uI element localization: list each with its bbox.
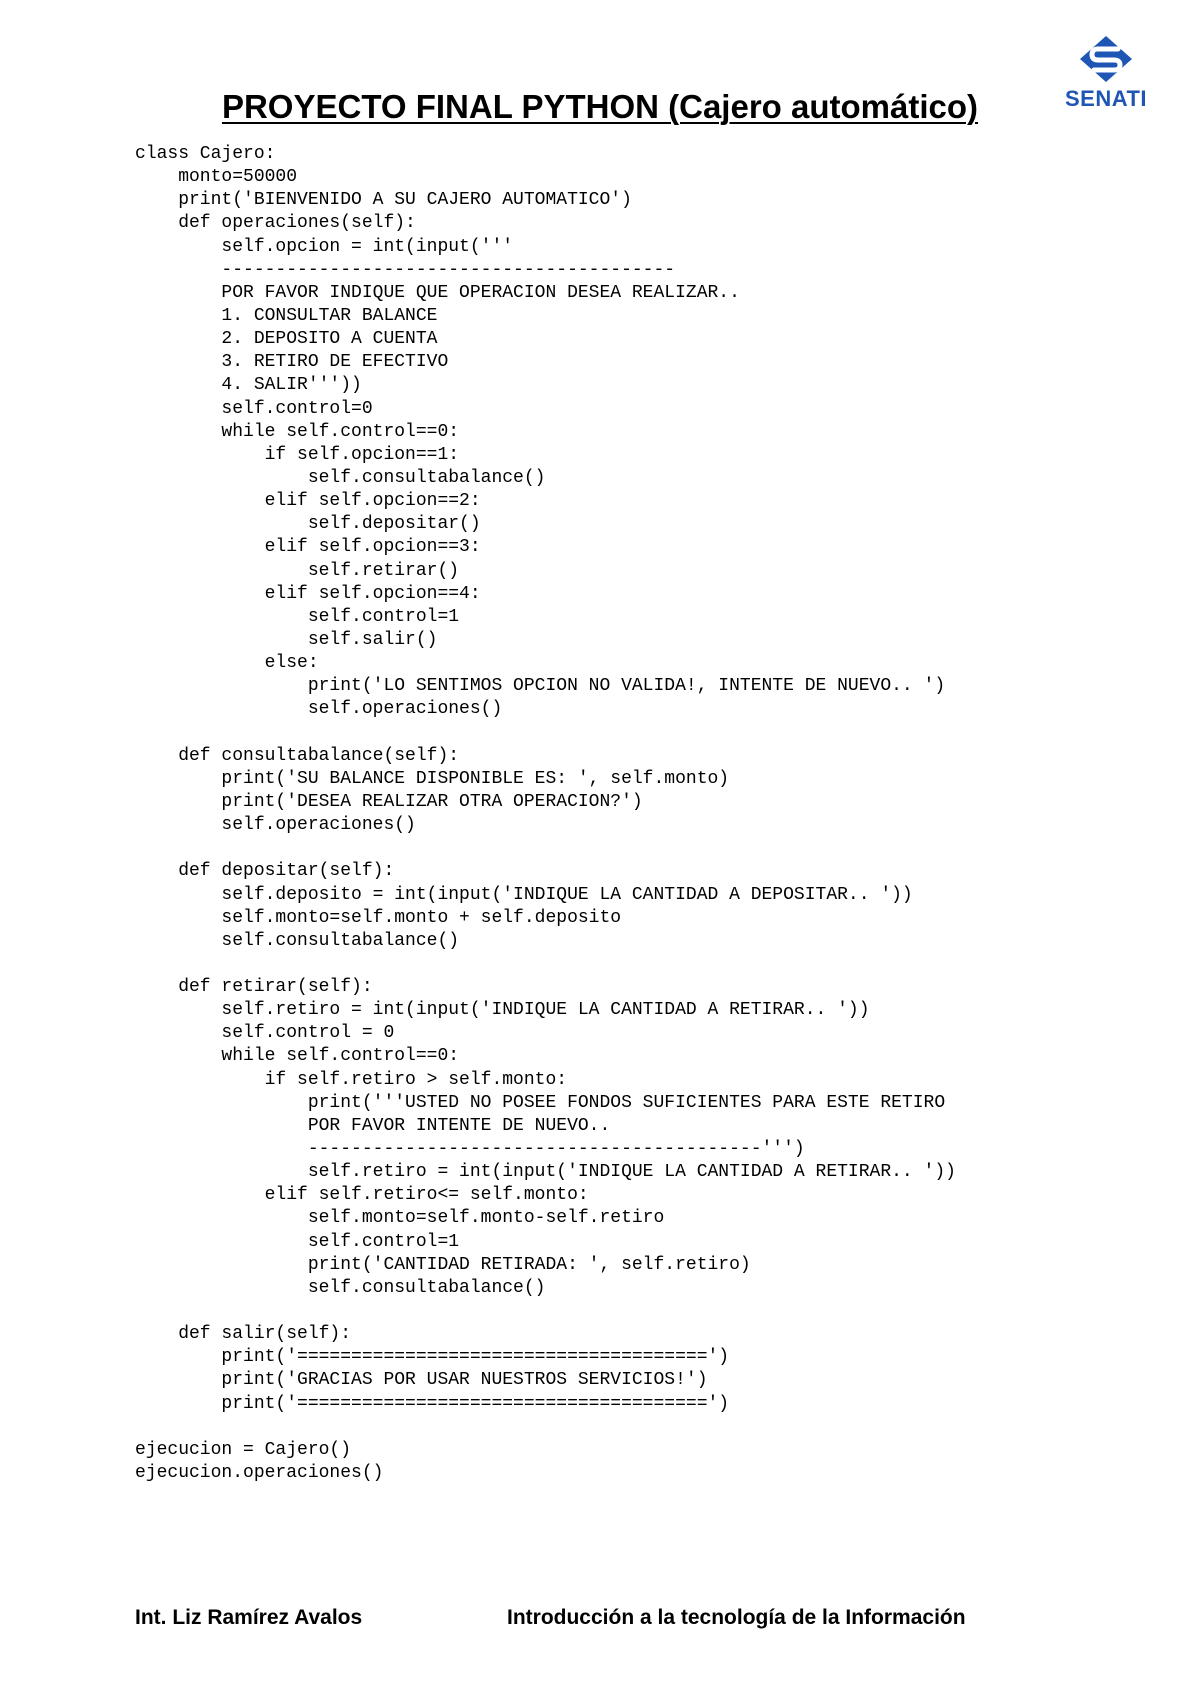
code-line: elif self.opcion==3: (135, 537, 481, 558)
code-line: POR FAVOR INTENTE DE NUEVO.. (135, 1115, 611, 1136)
code-line: def retirar(self): (135, 977, 373, 998)
code-line: print('CANTIDAD RETIRADA: ', self.retiro) (135, 1254, 751, 1275)
code-line: self.operaciones() (135, 699, 503, 720)
code-line: ejecucion.operaciones() (135, 1463, 384, 1484)
code-line (135, 1416, 956, 1439)
code-line: print('''USTED NO POSEE FONDOS SUFICIENTES PARA ESTE RETIRO (135, 1092, 946, 1113)
code-line: 1. CONSULTAR BALANCE (135, 305, 438, 326)
code-line: ------------------------------------------''') (135, 1139, 805, 1160)
code-line: self.operaciones() (135, 815, 416, 836)
senati-logo-icon (1074, 34, 1138, 84)
code-line: self.retiro = int(input('INDIQUE LA CANTIDAD A RETIRAR.. ')) (135, 1162, 956, 1183)
code-line: while self.control==0: (135, 1046, 460, 1067)
code-line: self.monto=self.monto + self.deposito (135, 907, 622, 928)
code-line: if self.retiro > self.monto: (135, 1069, 568, 1090)
code-line: while self.control==0: (135, 421, 460, 442)
code-line: self.consultabalance() (135, 467, 546, 488)
code-line: else: (135, 653, 319, 674)
code-line: elif self.retiro<= self.monto: (135, 1185, 589, 1206)
code-line: 4. SALIR''')) (135, 375, 362, 396)
code-line: print('BIENVENIDO A SU CAJERO AUTOMATICO') (135, 190, 632, 211)
code-line: self.control=0 (135, 398, 373, 419)
code-line: print('GRACIAS POR USAR NUESTROS SERVICIOS!') (135, 1370, 708, 1391)
code-line: class Cajero: (135, 144, 276, 164)
code-line: 3. RETIRO DE EFECTIVO (135, 352, 449, 373)
footer-course: Introducción a la tecnología de la Información (507, 1606, 966, 1629)
code-line: def operaciones(self): (135, 213, 416, 234)
code-line: POR FAVOR INDIQUE QUE OPERACION DESEA REALIZAR.. (135, 282, 740, 303)
code-line (135, 722, 956, 745)
code-line: self.monto=self.monto-self.retiro (135, 1208, 665, 1229)
code-line: self.control = 0 (135, 1023, 395, 1044)
code-line: self.deposito = int(input('INDIQUE LA CANTIDAD A DEPOSITAR.. ')) (135, 884, 913, 905)
code-line: print('DESEA REALIZAR OTRA OPERACION?') (135, 791, 643, 812)
code-line: 2. DEPOSITO A CUENTA (135, 329, 438, 350)
code-line: print('LO SENTIMOS OPCION NO VALIDA!, INTENTE DE NUEVO.. ') (135, 676, 946, 697)
code-line: self.consultabalance() (135, 1277, 546, 1298)
footer-author: Int. Liz Ramírez Avalos (135, 1606, 363, 1629)
code-line: print('======================================') (135, 1393, 730, 1414)
code-line: print('======================================') (135, 1347, 730, 1368)
code-line: def salir(self): (135, 1324, 352, 1345)
code-line: elif self.opcion==2: (135, 491, 481, 512)
page-title-text: PROYECTO FINAL PYTHON (Cajero automático) (221, 88, 979, 125)
code-line: print('SU BALANCE DISPONIBLE ES: ', self.monto) (135, 768, 730, 789)
code-line: monto=50000 (135, 167, 298, 188)
code-line (135, 837, 956, 860)
code-line: def depositar(self): (135, 861, 395, 882)
code-line: if self.opcion==1: (135, 444, 460, 465)
code-line: self.opcion = int(input(''' (135, 236, 514, 257)
logo-text: SENATI (1064, 86, 1148, 111)
code-line: def consultabalance(self): (135, 745, 460, 766)
code-block (135, 143, 956, 1485)
code-line: self.consultabalance() (135, 930, 460, 951)
code-line: self.depositar() (135, 514, 481, 535)
page-title (0, 88, 1200, 126)
code-line: elif self.opcion==4: (135, 583, 481, 604)
code-line: self.retirar() (135, 560, 460, 581)
code-line: self.retiro = int(input('INDIQUE LA CANTIDAD A RETIRAR.. ')) (135, 1000, 870, 1021)
code-line: self.control=1 (135, 606, 460, 627)
code-line (135, 953, 956, 976)
code-line (135, 1300, 956, 1323)
code-line: ------------------------------------------ (135, 259, 676, 280)
code-line: ejecucion = Cajero() (135, 1439, 352, 1460)
code-line: self.control=1 (135, 1231, 460, 1252)
code-line: self.salir() (135, 629, 438, 650)
